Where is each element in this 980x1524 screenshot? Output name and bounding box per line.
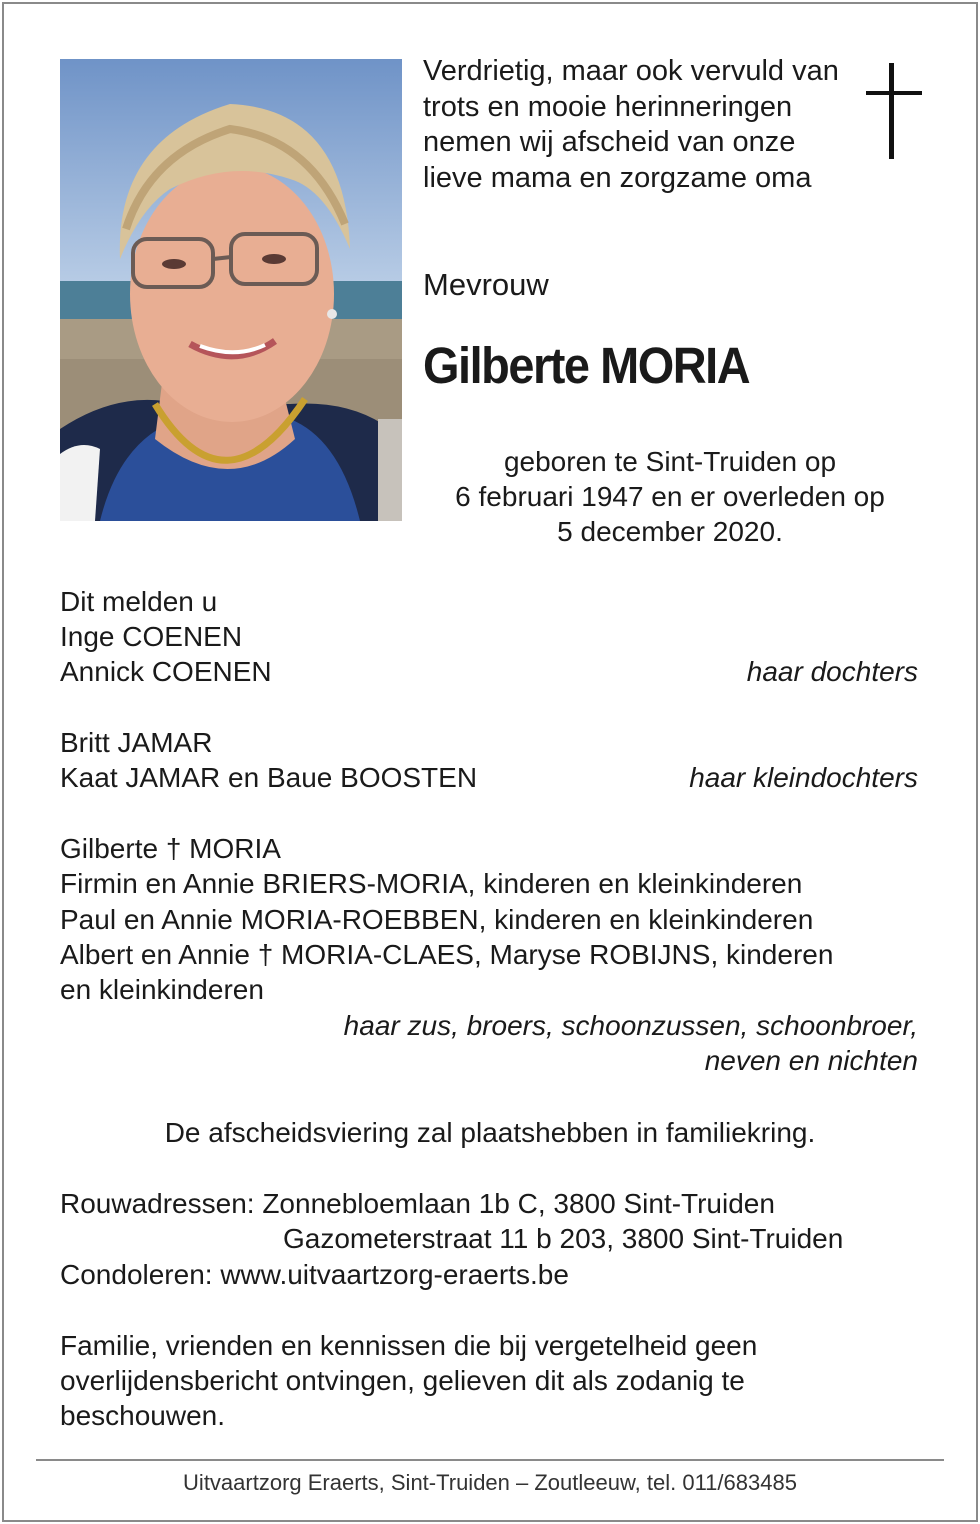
announce-intro: Dit melden u xyxy=(60,586,218,617)
portrait-photo xyxy=(60,59,402,521)
sibling-3: Paul en Annie MORIA-ROEBBEN, kinderen en kleinkinderen xyxy=(60,904,814,935)
birth-line-2: 6 februari 1947 en er overleden op xyxy=(455,481,885,512)
address-2: Gazometerstraat 11 b 203, 3800 Sint-Truiden xyxy=(283,1223,844,1254)
notice-line-3: beschouwen. xyxy=(60,1400,226,1431)
birth-line-3: 5 december 2020. xyxy=(557,516,783,547)
condolence-link[interactable]: Condoleren: www.uitvaartzorg-eraerts.be xyxy=(60,1259,569,1290)
grandchild-1: Britt JAMAR xyxy=(60,727,213,758)
sibling-2: Firmin en Annie BRIERS-MORIA, kinderen en kleinkinderen xyxy=(60,868,803,899)
daughters-role: haar dochters xyxy=(746,656,918,687)
sibling-1: Gilberte † MORIA xyxy=(60,833,281,864)
ceremony-text: De afscheidsviering zal plaatshebben in familiekring. xyxy=(164,1117,816,1148)
birth-death-info xyxy=(420,444,920,549)
honorific: Mevrouw xyxy=(423,267,549,302)
daughter-2: Annick COENEN xyxy=(60,656,272,687)
cross-icon xyxy=(862,63,922,159)
birth-line-1: geboren te Sint-Truiden op xyxy=(503,446,837,477)
intro-text: Verdrietig, maar ook vervuld van trots en mooie herinneringen nemen wij afscheid van onze lieve mama en zorgzame oma xyxy=(423,55,839,194)
deceased-name: Gilberte MORIA xyxy=(423,337,750,394)
siblings-role-2: neven en nichten xyxy=(704,1045,918,1076)
footer-divider xyxy=(36,1459,944,1461)
notice-line-1: Familie, vrienden en kennissen die bij vergetelheid geen xyxy=(60,1330,758,1361)
notice-line-2: overlijdensbericht ontvingen, gelieven dit als zodanig te xyxy=(60,1365,745,1396)
address-1: Rouwadressen: Zonnebloemlaan 1b C, 3800 Sint-Truiden xyxy=(60,1188,775,1219)
sibling-4: Albert en Annie † MORIA-CLAES, Maryse ROBIJNS, kinderen xyxy=(60,939,834,970)
grandchildren-role: haar kleindochters xyxy=(689,762,918,793)
footer-funeral-home: Uitvaartzorg Eraerts, Sint-Truiden – Zoutleeuw, tel. 011/683485 xyxy=(183,1470,797,1495)
siblings-role-1: haar zus, broers, schoonzussen, schoonbroer, xyxy=(343,1010,918,1041)
grandchild-2: Kaat JAMAR en Baue BOOSTEN xyxy=(60,762,478,793)
sibling-4-cont: en kleinkinderen xyxy=(60,974,264,1005)
daughter-1: Inge COENEN xyxy=(60,621,243,652)
